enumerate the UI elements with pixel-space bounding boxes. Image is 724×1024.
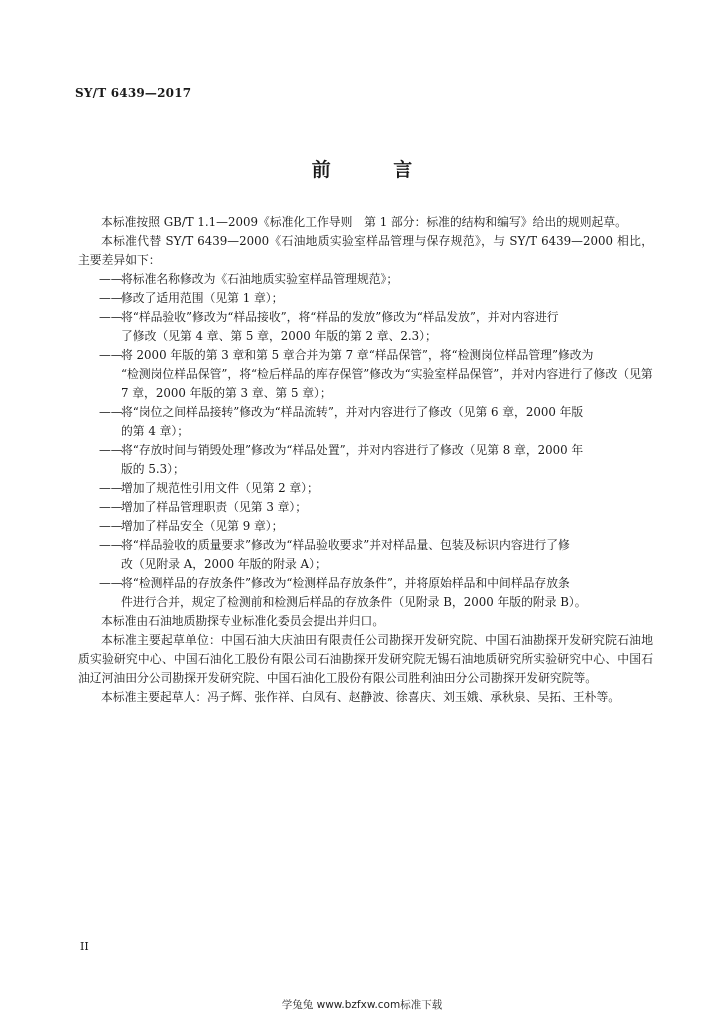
- change-item: ——将“岗位之间样品接转”修改为“样品流转”，并对内容进行了修改（见第 6 章，2000 年版 的第 4 章）；: [99, 405, 584, 438]
- change-item: ——将 2000 年版的第 3 章和第 5 章合并为第 7 章“样品保管”，将“检测岗位样品管理”修改为 “检测岗位样品保管”，将“检后样品的库存保管”修改为“实验室样品保管”，并对内容进行了修改（见第 7 章，2000 年版的第 3 章、第 5 章）；: [99, 348, 653, 400]
- footer-watermark: 学兔兔 www.bzfxw.com标准下载: [281, 999, 443, 1011]
- change-item: ——增加了规范性引用文件（见第 2 章）；: [99, 481, 319, 495]
- intro-paragraph-1: 本标准按照 GB/T 1.1—2009《标准化工作导则 第 1 部分：标准的结构和编写》给出的规则起草。: [101, 215, 627, 229]
- change-item: ——将标准名称修改为《石油地质实验室样品管理规范》；: [99, 272, 399, 286]
- document-body: [78, 213, 653, 707]
- closing-paragraph-1: 本标准由石油地质勘探专业标准化委员会提出并归口。: [101, 614, 385, 628]
- change-item: ——将“检测样品的存放条件”修改为“检测样品存放条件”，并将原始样品和中间样品存放条 件进行合并，规定了检测前和检测后样品的存放条件（见附录 B，2000 年版的附录 B）。: [99, 576, 587, 609]
- change-item: ——修改了适用范围（见第 1 章）；: [99, 291, 284, 305]
- change-item: ——将“样品验收的质量要求”修改为“样品验收要求”并对样品量、包装及标识内容进行了修 改（见附录 A，2000 年版的附录 A）；: [99, 538, 570, 571]
- page-number: II: [80, 940, 89, 953]
- standard-code: SY/T 6439—2017: [75, 86, 192, 100]
- closing-paragraph-2: 本标准主要起草单位：中国石油大庆油田有限责任公司勘探开发研究院、中国石油勘探开发研究院石油地质实验研究中心、中国石油化工股份有限公司石油勘探开发研究院无锡石油地质研究所实验研究中心、中国石油辽河油田分公司勘探开发研究院、中国石油化工股份有限公司胜利油田分公司勘探开发研究院等。: [78, 633, 653, 685]
- change-item: ——增加了样品管理职责（见第 3 章）；: [99, 500, 308, 514]
- page-title: 前 言: [311, 159, 441, 181]
- change-item: ——将“存放时间与销毁处理”修改为“样品处置”，并对内容进行了修改（见第 8 章，2000 年 版的 5.3）；: [99, 443, 584, 476]
- change-item: ——增加了样品安全（见第 9 章）；: [99, 519, 284, 533]
- change-item: ——将“样品验收”修改为“样品接收”，将“样品的发放”修改为“样品发放”，并对内容进行 了修改（见第 4 章、第 5 章，2000 年版的第 2 章、2.3）；: [99, 310, 559, 343]
- intro-paragraph-2: 本标准代替 SY/T 6439—2000《石油地质实验室样品管理与保存规范》，与 SY/T 6439—2000 相比，主要差异如下：: [78, 234, 653, 267]
- closing-paragraph-3: 本标准主要起草人：冯子辉、张作祥、白凤有、赵静波、徐喜庆、刘玉娥、承秋泉、吴拓、王朴等。: [101, 690, 621, 704]
